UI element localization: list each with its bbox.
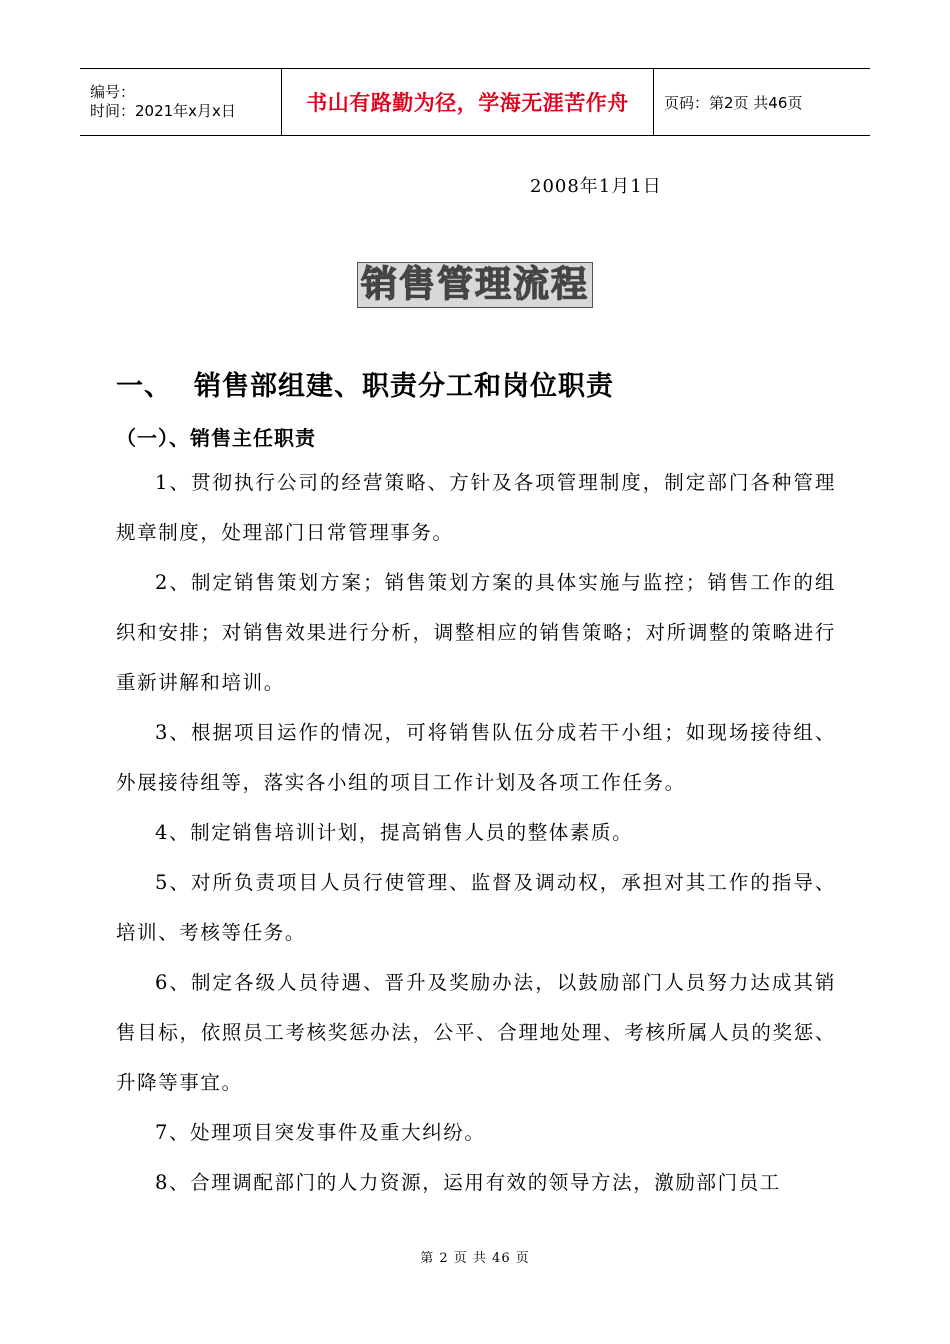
section-heading (116, 364, 614, 403)
section-title: 销售部组建、职责分工和岗位职责 (194, 371, 614, 402)
page-header (80, 68, 870, 136)
document-date: 2008年1月1日 (530, 176, 662, 197)
header-number-label: 编号： (90, 83, 136, 101)
title-wrapper (0, 262, 950, 308)
paragraph-4: 4、制定销售培训计划，提高销售人员的整体素质。 (155, 821, 634, 844)
header-motto: 书山有路勤为径，学海无涯苦作舟 (306, 91, 629, 115)
paragraph-6: 6、制定各级人员待遇、晋升及奖励办法，以鼓励部门人员努力达成其销售目标，依照员工考核奖惩办法，公平、合理地处理、考核所属人员的奖惩、升降等事宜。 (116, 971, 836, 1094)
paragraph-2: 2、制定销售策划方案；销售策划方案的具体实施与监控；销售工作的组织和安排；对销售效果进行分析，调整相应的销售策略；对所调整的策略进行重新讲解和培训。 (116, 571, 836, 694)
paragraph-3: 3、根据项目运作的情况，可将销售队伍分成若干小组；如现场接待组、外展接待组等，落实各小组的项目工作计划及各项工作任务。 (116, 721, 836, 794)
paragraph-7: 7、处理项目突发事件及重大纠纷。 (155, 1121, 486, 1144)
header-time-label: 时间：2021年x月x日 (90, 102, 236, 120)
section-number: 一、 (116, 371, 172, 402)
header-page-info: 页码：第2页 共46页 (664, 93, 803, 112)
header-motto-cell (282, 69, 654, 135)
document-body (116, 458, 836, 1208)
subsection-heading: （一）、销售主任职责 (116, 426, 316, 450)
header-meta (80, 69, 282, 135)
document-title: 销售管理流程 (357, 262, 593, 308)
paragraph-5: 5、对所负责项目人员行使管理、监督及调动权，承担对其工作的指导、培训、考核等任务。 (116, 871, 836, 944)
paragraph-1: 1、贯彻执行公司的经营策略、方针及各项管理制度，制定部门各种管理规章制度，处理部门日常管理事务。 (116, 471, 836, 544)
paragraph-8: 8、合理调配部门的人力资源，运用有效的领导方法，激励部门员工 (155, 1171, 781, 1194)
page-footer: 第 2 页 共 46 页 (420, 1251, 530, 1266)
